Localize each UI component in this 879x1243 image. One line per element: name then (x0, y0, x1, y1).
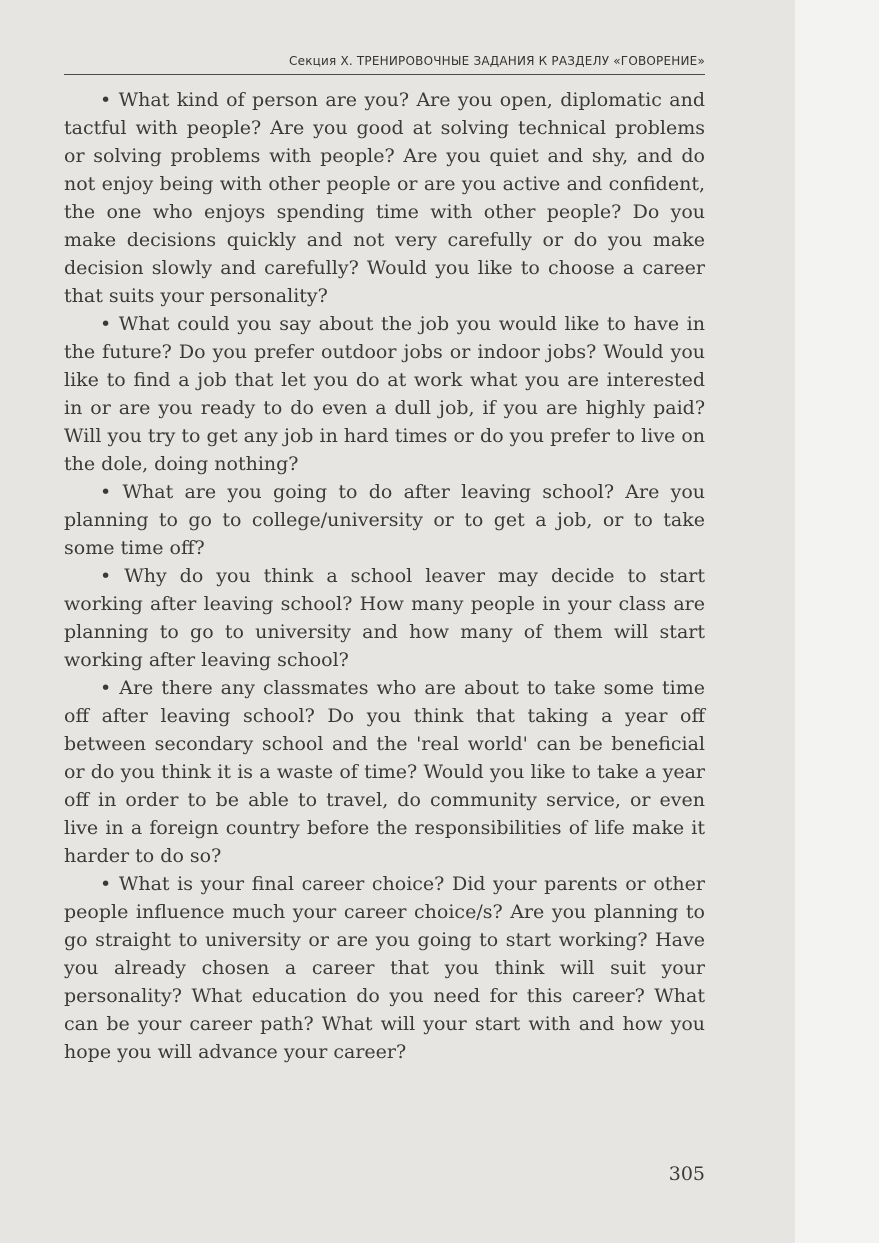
page-number: 305 (668, 1163, 705, 1185)
bullet-icon: • (100, 873, 112, 895)
paragraph-text: What kind of person are you? Are you open, diplomatic and tactful with people? Are you good at solving technical problems or solving problems with people? Are you quiet and shy, and do not enjoy being with other people or are you active and confident, the one who enjoys spending time with other people? Do you make decisions quickly and not very carefully or do you make decision slowly and carefully? Would you like to choose a career that suits your personality? (64, 89, 706, 307)
paragraph-text: Why do you think a school leaver may decide to start working after leaving school? How many people in your class are planning to go to university and how many of them will start working after leaving school? (64, 565, 705, 671)
bullet-icon: • (100, 313, 112, 335)
question-paragraph (64, 478, 705, 562)
bullet-icon: • (100, 677, 112, 699)
bullet-icon: • (100, 89, 112, 111)
running-head (64, 52, 705, 75)
bullet-icon: • (100, 565, 112, 587)
question-paragraph (64, 674, 705, 870)
page-body (64, 86, 705, 1066)
running-head-text: Секция X. ТРЕНИРОВОЧНЫЕ ЗАДАНИЯ К РАЗДЕЛУ «ГОВОРЕНИЕ» (289, 54, 705, 68)
paragraph-text: What are you going to do after leaving school? Are you planning to go to college/university or to get a job, or to take some time off? (64, 481, 705, 559)
bullet-icon: • (100, 481, 112, 503)
question-paragraph (64, 870, 705, 1066)
paragraph-text: What is your final career choice? Did your parents or other people influence much your career choice/s? Are you planning to go straight to university or are you going to start working? Have you already chosen a career that you think will suit your personality? What education do you need for this career? What can be your career path? What will your start with and how you hope you will advance your career? (64, 873, 705, 1063)
paragraph-text: Are there any classmates who are about to take some time off after leaving school? Do you think that taking a year off between secondary school and the 'real world' can be beneficial or do you think it is a waste of time? Would you like to take a year off in order to be able to travel, do community service, or even live in a foreign country before the responsibilities of life make it harder to do so? (64, 677, 705, 867)
paragraph-text: What could you say about the job you would like to have in the future? Do you prefer outdoor jobs or indoor jobs? Would you like to find a job that let you do at work what you are interested in or are you ready to do even a dull job, if you are highly paid? Will you try to get any job in hard times or do you prefer to live on the dole, doing nothing? (64, 313, 705, 475)
question-paragraph (64, 310, 705, 478)
question-paragraph (64, 86, 705, 310)
scan-margin (795, 0, 879, 1243)
question-paragraph (64, 562, 705, 674)
